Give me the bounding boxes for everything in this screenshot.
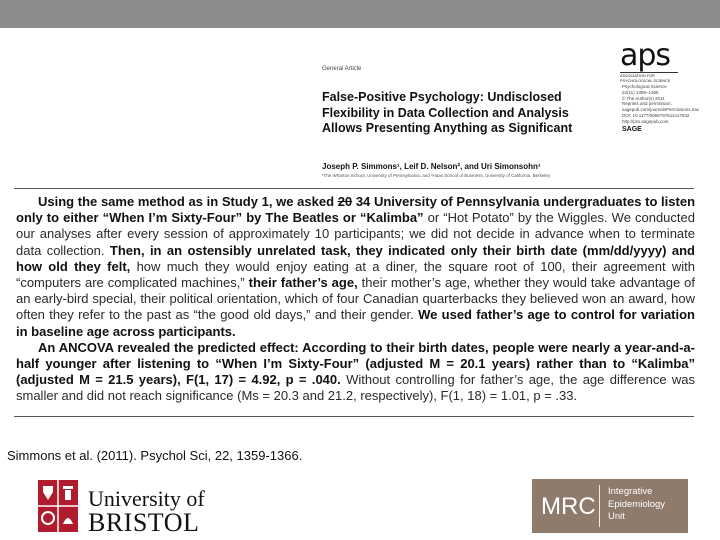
meta-line: © The Author(s) 2011: [622, 95, 665, 101]
top-rule: [14, 188, 694, 189]
paper-excerpt: [16, 194, 695, 405]
mrc-unit-name: [608, 486, 665, 524]
regular-segment: how much they would enjoy eating at a diner, the square root of 100, their agreement with “computers are complicated machines,”: [16, 258, 695, 291]
paper-title: False-Positive Psychology: Undisclosed Flexibility in Data Collection and Analysis Allows Presenting Anything as Significant: [322, 90, 573, 135]
bold-segment: Then, in an ostensibly unrelated task, they indicated only their birth date (mm/dd/yyyy) and how old they felt,: [16, 242, 695, 274]
paper-authors: Joseph P. Simmons¹, Leif D. Nelson², and Uri Simonsohn¹: [322, 162, 541, 171]
meta-line: Psychological Science: [622, 84, 667, 89]
regular-segment: or “Hot Potato” by the Wiggles. We conducted our analyses after every session of approximately 10 participants; we did not decide in advance when to terminate data collection.: [16, 210, 695, 258]
bottom-rule: [14, 416, 694, 417]
mrc-letters: MRC: [541, 493, 596, 520]
meta-line: 22(11) 1359–1366: [622, 89, 659, 95]
bold-segment: We used father’s age to control for variation in baseline age across participants.: [16, 307, 695, 339]
meta-line: Reprints and permission:: [622, 101, 672, 107]
mrc-divider: [599, 485, 600, 527]
mrc-logo: [532, 479, 688, 533]
struck-number: 20: [337, 194, 353, 209]
journal-tag: General Article: [322, 66, 362, 72]
mrc-unit-line: Epidemiology: [608, 498, 666, 510]
citation: Simmons et al. (2011). Psychol Sci, 22, 1359-1366.: [7, 448, 303, 463]
meta-line: DOI: 10.1177/0956797611417632: [622, 112, 690, 118]
bold-segment: Using the same method as in Study 1, we asked: [38, 194, 338, 209]
bristol-line-2: BRISTOL: [88, 508, 200, 537]
aps-logo-subtitle: ASSOCIATION FOR PSYCHOLOGICAL SCIENCE: [620, 72, 678, 83]
regular-segment: Without controlling for father’s age, the age difference was smaller and did not reach significance (Ms = 20.3 and 21.2, respectively), F(1, 18) = 1.01, p = .33.: [16, 372, 695, 404]
bristol-line-1: University of: [88, 486, 205, 511]
top-bar: [0, 0, 720, 28]
mrc-unit-line: Unit: [608, 511, 625, 523]
aps-logo: [620, 38, 684, 83]
regular-segment: their mother’s age, whether they would take advantage of an early-bird special, their political orientation, which of four Canadian quarterbacks they believed won an award, how often they refer to the past as “the good old days,” and their gender.: [16, 275, 695, 323]
bold-segment: their father’s age,: [244, 275, 358, 291]
bristol-crest-icon: [38, 480, 78, 532]
excerpt-paragraph-1: [16, 194, 695, 340]
bold-segment: 34 University of Pennsylvania undergraduates to listen only to either “When I’m Sixty-Four” by The Beatles or “Kalimba”: [16, 194, 696, 226]
publication-meta: [622, 84, 702, 134]
excerpt-paragraph-2: [16, 340, 695, 405]
aps-logo-letters: aps: [620, 38, 671, 73]
bold-segment: An ANCOVA revealed the predicted effect: According to their birth dates, people were nearly a year-and-a-half younger after listening to “When I’m Sixty-Four” (adjusted M = 20.1 years) rather than to “Kalimba” (adjusted M = 21.5 years), F(1, 17) = 4.92, p = .040.: [16, 339, 695, 388]
sage-logo: SAGE: [622, 125, 642, 133]
mrc-unit-line: Integrative: [608, 486, 653, 497]
meta-line: http://pss.sagepub.com: [622, 118, 669, 124]
meta-line: sagepub.com/journalsPermissions.nav: [622, 107, 700, 113]
university-of-bristol-logo: [38, 480, 218, 537]
paper-affiliations: ¹The Wharton School, University of Pennsylvania, and ²Haas School of Business, University of California, Berkeley: [322, 173, 551, 178]
